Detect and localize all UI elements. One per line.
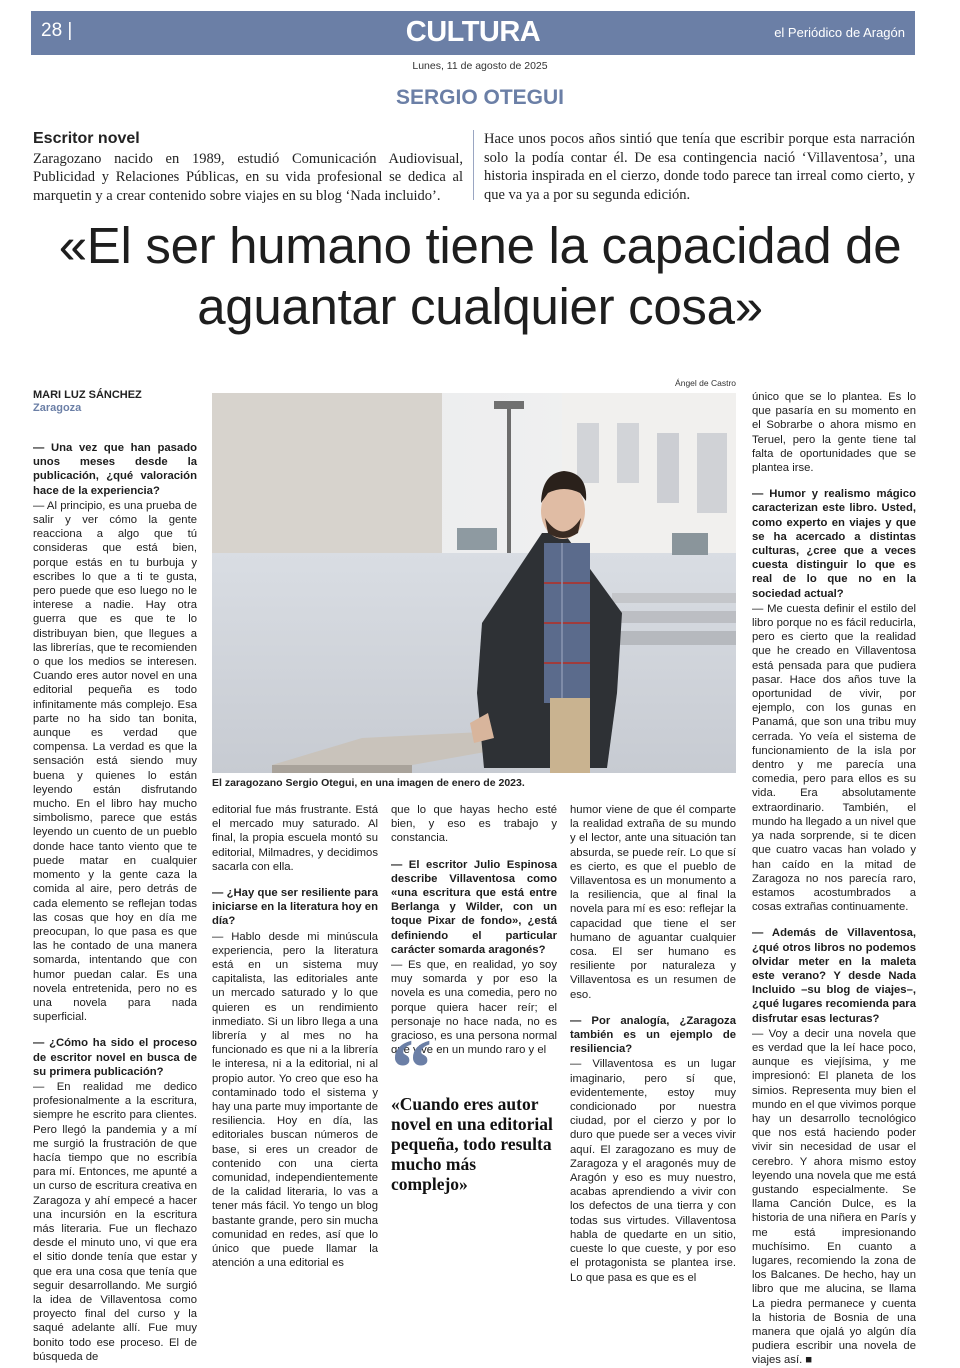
answer-6: — Me cuesta definir el estilo del libro porque no es fácil reducirla, pero es cierto que la realidad que he creado en Villaventosa está pensada para que pudiera pasar. Hace dos años tuve la oportunidad de vivir, por ejemplo, con los gunas en Panamá, que son una tribu muy cerrada. Yo veía el sistema de funcionamiento de la isla por dentro y me parecía una comedia, pero para ellos es su vida. Era absolutamente extraordinario. También, el mundo ha llegado a un nivel que ya nada sorprende, si te dicen que cuatro vacas han volado y han caído en la mitad de Zaragoza no nos parecía raro, estamos acostumbrados a cosas extrañas continuamente. xyxy=(752,602,916,914)
answer-5: — Villaventosa es un lugar imaginario, pero sí que, evidentemente, estoy muy condicionado por nuestra ciudad, por el cierzo y por lo duro que puede ser a veces vivir aquí. El zaragozano es muy de Zaragoza y el aragonés muy de Aragón y eso es muy nuestro, acabas aprendiendo a vivir con los defectos de una tierra y con todas sus virtudes. Villaventosa habla de quedarte en un sitio, cueste lo que cueste, y por eso el protagonista se plantea irse. Lo que pasa es que es el xyxy=(570,1058,736,1284)
answer-3-continued: que lo que hayas hecho esté bien, y eso es trabajo y constancia. xyxy=(391,804,557,845)
question-2: — ¿Cómo ha sido el proceso de escritor novel en busca de su primera publicación? xyxy=(33,1037,197,1078)
interviewee-name: SERGIO OTEGUI xyxy=(395,86,565,109)
photo-credit: Ángel de Castro xyxy=(675,378,736,388)
page-number: 28 | xyxy=(41,20,73,41)
pull-quote-text: «Cuando eres autor novel en una editorial pequeña, todo resulta mucho más complejo» xyxy=(391,1094,553,1194)
article-column-3 xyxy=(391,803,557,1057)
byline-author: MARI LUZ SÁNCHEZ xyxy=(33,389,142,401)
interview-photo xyxy=(212,393,736,773)
headline: «El ser humano tiene la capacidad de aguantar cualquier cosa» xyxy=(58,217,902,335)
answer-5-continued: único que se lo plantea. Es lo que pasaría en su momento en el Sobrarbe o ahora mismo en Teruel, pero la gente tiene tal falta de oportunidades que se plantea irse. xyxy=(752,391,916,475)
section-title: CULTURA xyxy=(405,16,541,48)
publication-name: el Periódico de Aragón xyxy=(774,25,905,40)
photo-illustration xyxy=(212,393,736,773)
bio-heading: Escritor novel xyxy=(33,130,140,147)
bio-divider xyxy=(473,130,474,200)
byline xyxy=(33,389,142,414)
bio-left xyxy=(33,130,463,205)
answer-2: — En realidad me dedico profesionalmente a la escritura, siempre he escrito para clientes. Pero llegó la pandemia y a mí me surgió la frustración de que hacía tiempo que no escribía para mí. Entonces, me apunté a un curso de escritura creativa en Zaragoza y ahí empecé a hacer una incursión en la escritura más literaria. Fue un flechazo desde el minuto uno, vi que era el sitio donde tenía que estar y que era una cosa que tenía que seguir desarrollando. Me surgió la idea de Villaventosa como proyecto final del curso y la saqué adelante allí. Fue muy bonito todo ese proceso. El de búsqueda de xyxy=(33,1080,197,1363)
byline-city: Zaragoza xyxy=(33,402,82,414)
answer-1: — Al principio, es una prueba de salir y ver cómo la gente reacciona a algo que tú consideras que está bien, porque estás en tu burbuja y escribes lo que a ti te gusta, pero puede que eso luego no le interese a nadie. Hay otra guerra que es que te lo distribuyan bien, que llegues a las librerías, que te recomienden o que los medios se interesen. Cuando eres autor novel en una editorial pequeña es todo infinitamente más complejo. Esa parte no ha sido tan bonita, aunque es verdad que compensa. La verdad es que la sensación está siendo muy buena y quienes lo están leyendo están disfrutando mucho. En el libro hay mucho simbolismo, parece que estás leyendo un cuento de un pueblo donde hace tanto viento que te puede matar en cualquier momento y la gente caza la comida al aire, pero detrás de cada elemento se reflejan todas las cosas que hoy en día me preocupan, lo que pasa es que las he contado de una manera somarda, intentando que con humor puedan calar. Es una novela entretenida, pero no es una novela para nada superficial. xyxy=(33,499,197,1024)
question-4: — El escritor Julio Espinosa describe Villaventosa como «una escritura que está entre Berlanga y Wilder, con un toque Pixar de fondo», ¿está definiendo el particular carácter somarda aragonés? xyxy=(391,858,557,956)
article-column-5 xyxy=(752,390,916,1367)
article-column-2 xyxy=(212,803,378,1270)
bio-right-text: Hace unos pocos años sintió que tenía que escribir porque esta narración solo la podía contar él. De esa contingencia nació ‘Villaventosa’, una historia inspirada en el cierzo, donde todo parece tan irreal como cierto, y que va ya a por su segunda edición. xyxy=(484,131,915,203)
article-column-4 xyxy=(570,803,736,1284)
photo-caption: El zaragozano Sergio Otegui, en una imagen de enero de 2023. xyxy=(212,777,525,789)
question-7: — Además de Villaventosa, ¿qué otros libros no podemos olvidar meter en la maleta este verano? Y desde Nada Incluido –su blog de viajes–, ¿qué lugares recomienda para disfrutar esas lecturas? xyxy=(752,927,916,1025)
answer-2-continued: editorial fue más frustrante. Está el mercado muy saturado. Al final, la propia escuela montó su editorial, Milmadres, y decidimos sacarla con ella. xyxy=(212,804,378,873)
publication-date: Lunes, 11 de agosto de 2025 xyxy=(412,60,548,72)
answer-7: — Voy a decir una novela que es verdad que la leí hace poco, aunque es viejísima, y me impresionó: El planeta de los simios. Representa muy bien el mundo en el que vivimos porque hay un desarrollo tecnológico que nos está haciendo poder vivir sin necesidad de usar el cerebro. Y ahora mismo estoy leyendo una novela que me está gustando especialmente. Se llama Canción Dulce, es la historia de una niñera en París y me está impresionando muchísimo. En cuanto a lugares, recomiendo la zona de los Balcanes. De hecho, hay un libro que me alucina, se llama La piedra permanece y cuenta la historia de Bosnia de una manera que ojalá yo algún día pudiera escribir una novela de viajes así. ■ xyxy=(752,1027,916,1367)
question-6: — Humor y realismo mágico caracterizan este libro. Usted, como experto en viajes y que se ha acercado a distintas culturas, ¿cree que a veces cuesta distinguir lo que es real de lo que no en la sociedad actual? xyxy=(752,488,916,600)
answer-4: — Es que, en realidad, yo soy muy somarda y por eso la novela es una comedia, pero no porque quiera hacer reír; el personaje no hace nada, no es gracioso, es una persona normal que vive en un mundo raro y el xyxy=(391,959,557,1057)
question-1: — Una vez que han pasado unos meses desde la publicación, ¿qué valoración hace de la experiencia? xyxy=(33,442,197,497)
question-5: — Por analogía, ¿Zaragoza también es un ejemplo de resiliencia? xyxy=(570,1014,736,1056)
pull-quote xyxy=(391,1022,557,1194)
bio-left-text: Zaragozano nacido en 1989, estudió Comunicación Audiovisual, Publicidad y Relaciones Públicas, en su vida profesional se dedica al marquetin y a crear contenido sobre viajes en su blog ‘Nada incluido’. xyxy=(33,150,463,204)
answer-3: — Hablo desde mi minúscula experiencia, pero la literatura está en un sistema muy capitalista, las editoriales ante un mercado saturado y lo que quieren es un rendimiento inmediato. Si un libro llega a una librería y al mes no ha funcionado es que ni a la librería le interesa, ni a la editorial, ni al propio autor. Yo creo que eso ha contaminado todo el sistema y hay una parte muy importante de resiliencia. Hoy en día, las editoriales buscan números de base, si eres un creador de contenido con una cierta comunidad, independientemente de la calidad literaria, lo vas a tener más fácil. Yo tengo un blog bastante grande, pero sin mucha comunidad en redes, así que lo único que puede llamar la atención a una editorial es xyxy=(212,930,378,1270)
article-column-1 xyxy=(33,441,197,1363)
quote-mark-icon: “ xyxy=(391,1022,432,1113)
question-3: — ¿Hay que ser resiliente para iniciarse en la literatura hoy en día? xyxy=(212,887,378,928)
answer-4-continued: humor viene de que él comparte la realidad extraña de su mundo y el lector, ante una situación tan absurda, se puede reír. Lo que sí es cierto, es que el pueblo de Villaventosa es un monumento a la resiliencia, que al final la novela para mí es eso: reflejar la capacidad que tiene el ser humano de aguantar cualquier cosa. El ser humano es resiliente por naturaleza y Villaventosa es un resumen de eso. xyxy=(570,804,736,1001)
section-header-bar xyxy=(31,11,915,55)
